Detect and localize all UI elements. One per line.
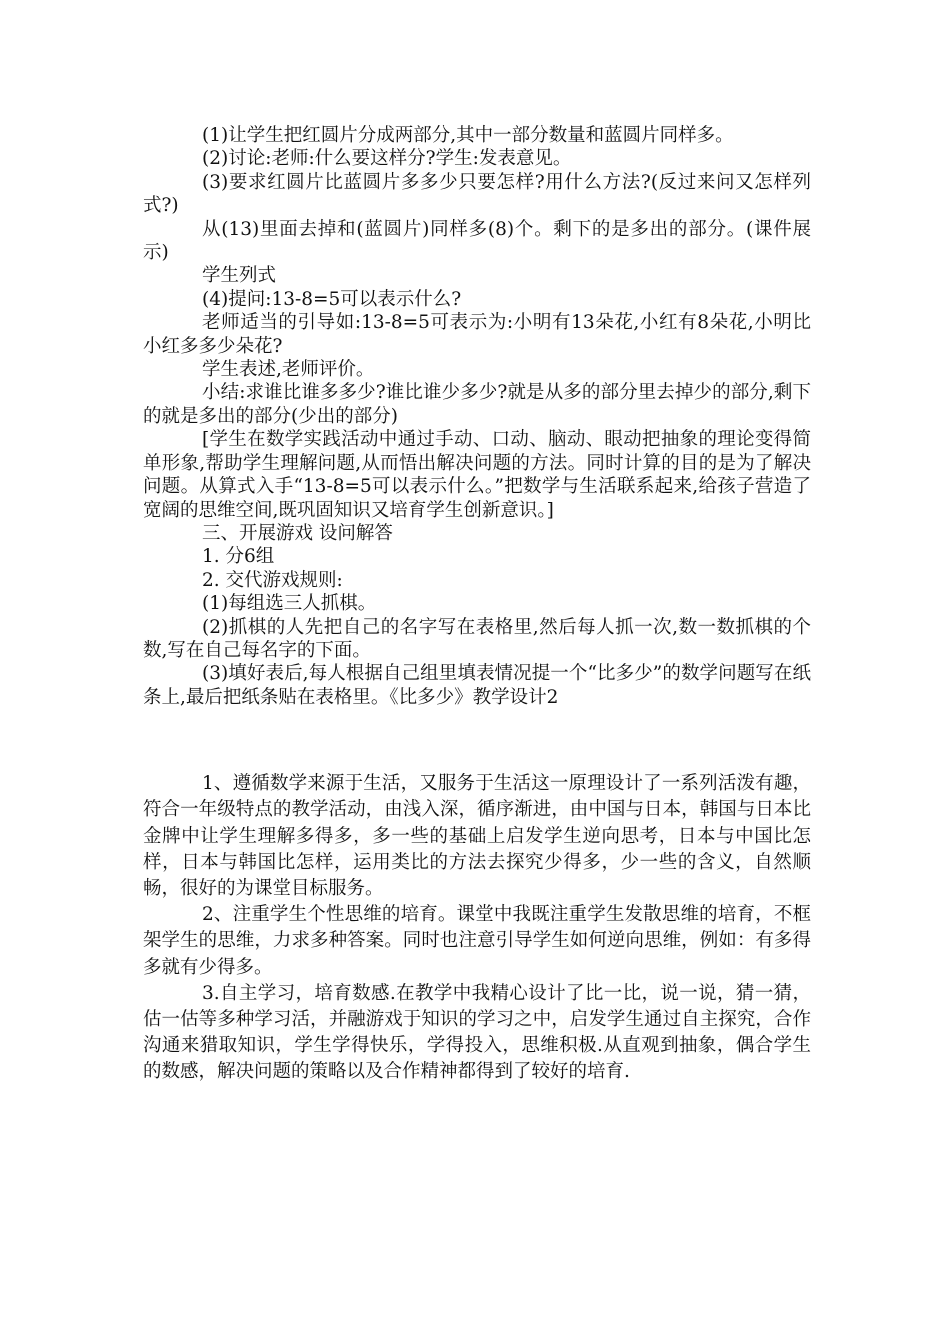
reflection-1-paragraph: 1、遵循数学来源于生活，又服务于生活这一原理设计了一系列活泼有趣，符合一年级特点的教学活动，由浅入深，循序渐进，由中国与日本，韩国与日本比金牌中让学生理解多得多，多一些的基础上启发学生逆向思考，日本与中国比怎样，日本与韩国比怎样，运用类比的方法去探究少得多，少一些的含义，自然顺畅，很好的为课堂目标服务。 xyxy=(143,773,811,899)
rule-1-paragraph: (1)每组选三人抓棋。 xyxy=(202,593,377,615)
remove-same-paragraph: 从(13)里面去掉和(蓝圆片)同样多(8)个。剩下的是多出的部分。(课件展示) xyxy=(143,218,811,264)
student-express-paragraph: 学生表述,老师评价。 xyxy=(202,359,375,381)
lesson-steps-section xyxy=(143,124,811,709)
reflection-section xyxy=(143,771,811,1085)
section-gap xyxy=(143,709,811,771)
group-item: 1. 分6组 xyxy=(202,546,275,568)
step-3-paragraph: (3)要求红圆片比蓝圆片多多少只要怎样?用什么方法?(反过来问又怎样列式?) xyxy=(143,171,811,217)
section-three-heading: 三、开展游戏 设问解答 xyxy=(202,522,393,544)
reflection-2-paragraph: 2、注重学生个性思维的培育。课堂中我既注重学生发散思维的培育，不框架学生的思维，力求多种答案。同时也注意引导学生如何逆向思维，例如：有多得多就有少得多。 xyxy=(143,904,811,978)
step-2-paragraph: (2)讨论:老师:什么要这样分?学生:发表意见。 xyxy=(202,148,572,170)
rule-2-paragraph: (2)抓棋的人先把自己的名字写在表格里,然后每人抓一次,数一数抓棋的个数,写在自己每名字的下面。 xyxy=(143,616,811,661)
document-page xyxy=(143,124,811,1086)
summary-paragraph: 小结:求谁比谁多多少?谁比谁少多少?就是从多的部分里去掉少的部分,剩下的就是多出的部分(少出的部分) xyxy=(143,382,811,427)
reflection-3-paragraph: 3.自主学习，培育数感.在教学中我精心设计了比一比，说一说，猜一猜，估一估等多种学习活，并融游戏于知识的学习之中，启发学生通过自主探究，合作沟通来猎取知识，学生学得快乐，学得投入，思维积极.从直观到抽象，偶合学生的数感，解决问题的策略以及合作精神都得到了较好的培育. xyxy=(143,982,811,1083)
commentary-paragraph: [学生在数学实践活动中通过手动、口动、脑动、眼动把抽象的理论变得简单形象,帮助学生理解问题,从而悟出解决问题的方法。同时计算的目的是为了解决问题。从算式入手“13-8=5可以表示什么。”把数学与生活联系起来,给孩子营造了宽阔的思维空间,既巩固知识又培育学生创新意识。] xyxy=(143,429,811,521)
rules-item: 2. 交代游戏规则: xyxy=(202,569,343,591)
student-equation-paragraph: 学生列式 xyxy=(202,265,277,287)
step-1-paragraph: (1)让学生把红圆片分成两部分,其中一部分数量和蓝圆片同样多。 xyxy=(202,125,734,146)
step-4-paragraph: (4)提问:13-8=5可以表示什么? xyxy=(202,288,462,310)
teacher-guide-paragraph: 老师适当的引导如:13-8=5可表示为:小明有13朵花,小红有8朵花,小明比小红多多少朵花? xyxy=(143,312,811,357)
rule-3-paragraph: (3)填好表后,每人根据自己组里填表情况提一个“比多少”的数学问题写在纸条上,最后把纸条贴在表格里。《比多少》教学设计2 xyxy=(143,663,811,708)
